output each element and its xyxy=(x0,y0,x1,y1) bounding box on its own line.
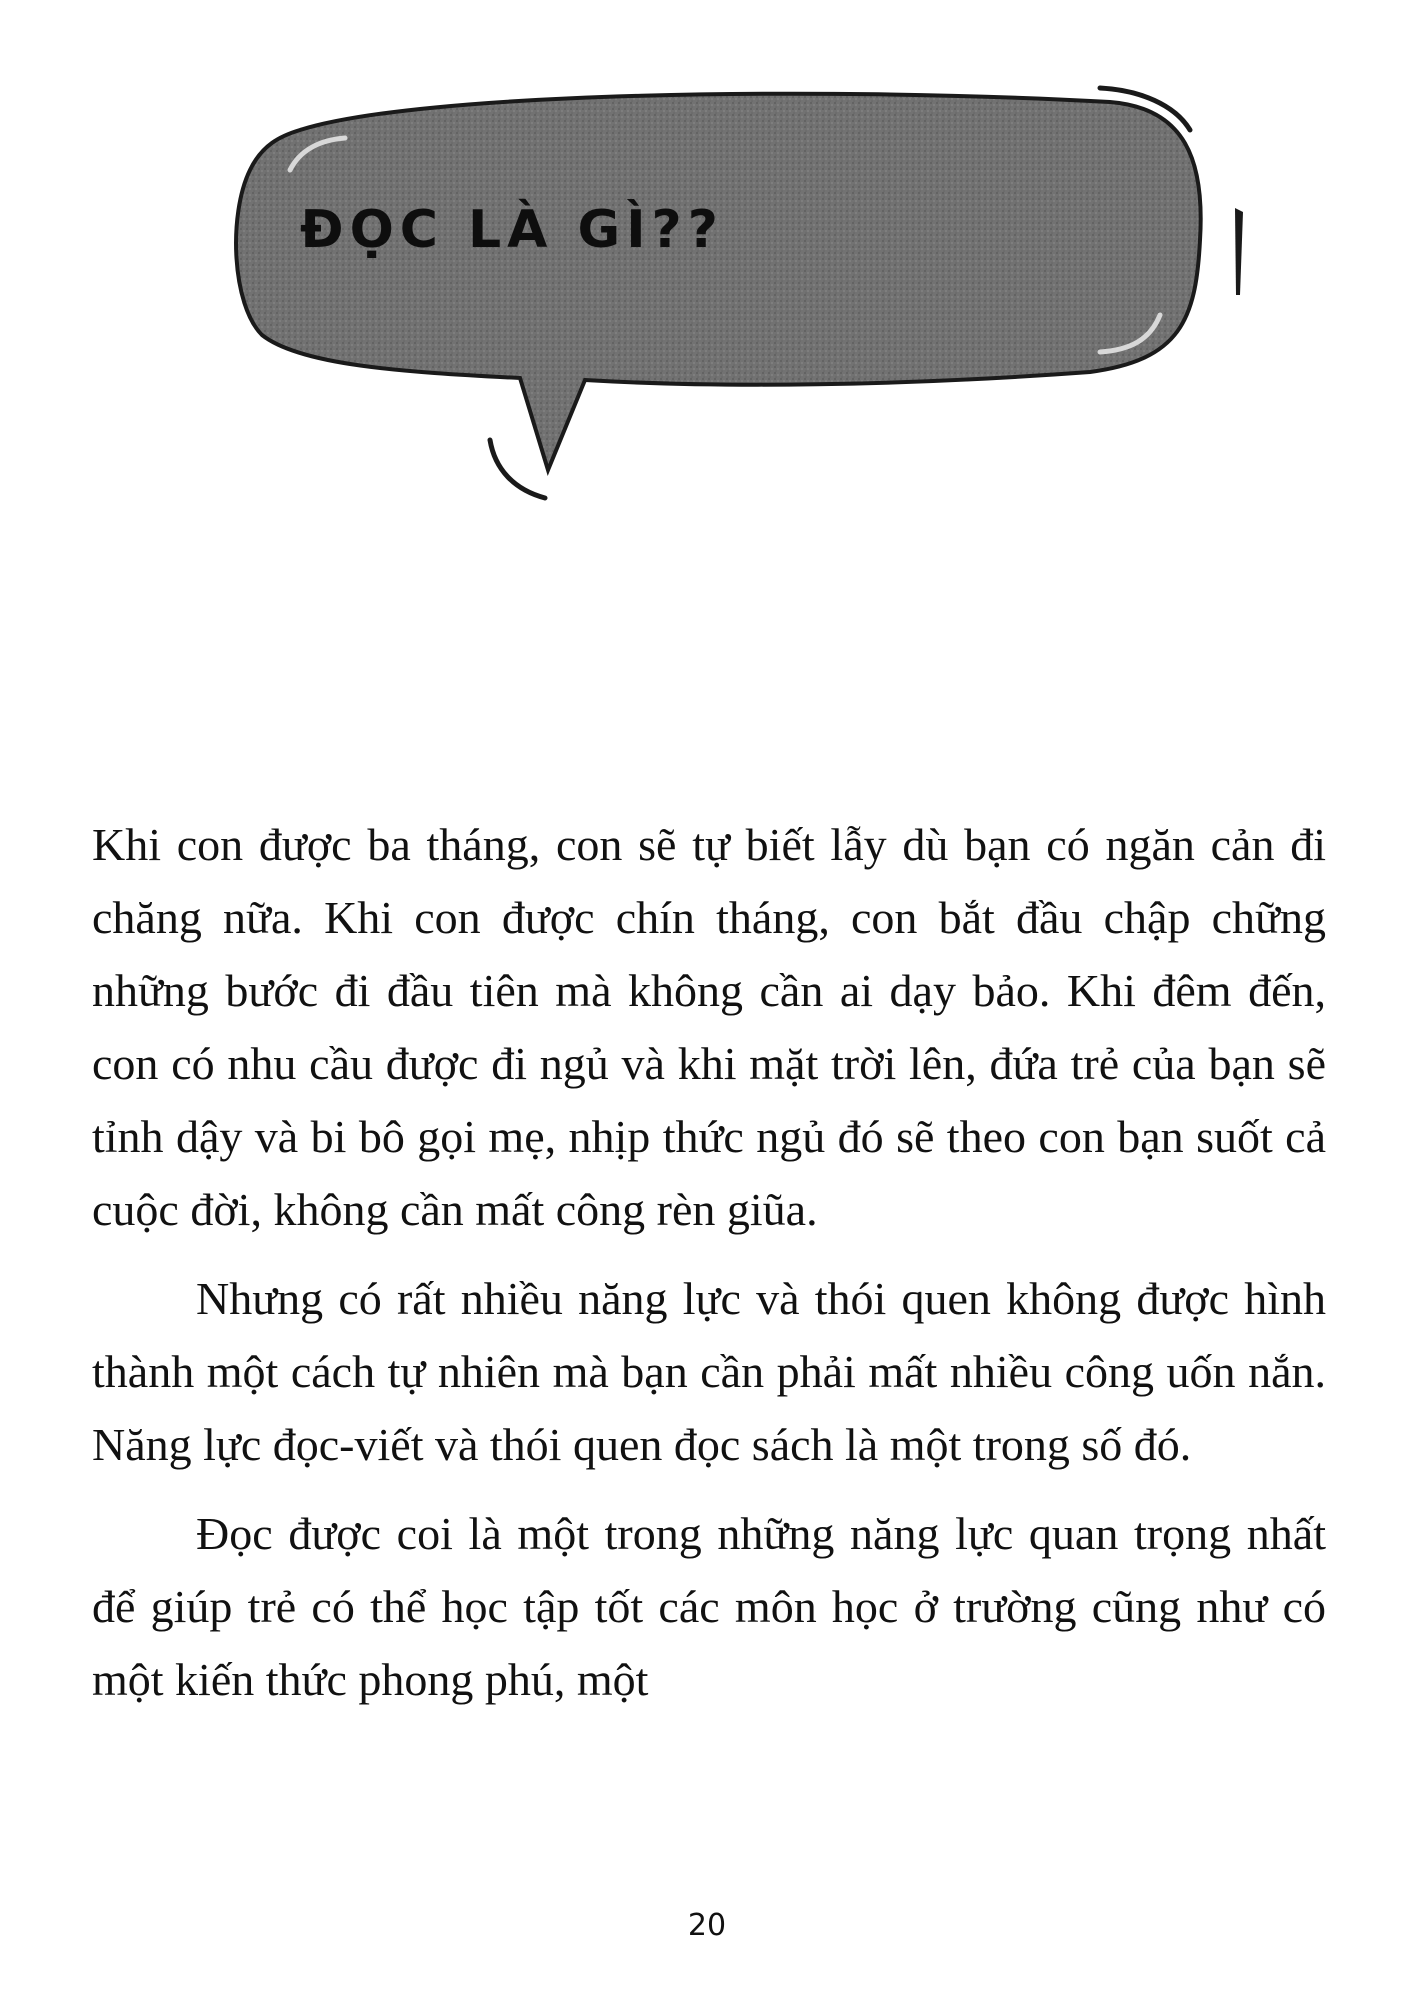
page-number: 20 xyxy=(687,1908,727,1943)
paragraph-2: Nhưng có rất nhiều năng lực và thói quen không được hình thành một cách tự nhiên mà bạn cần phải mất nhiều công uốn nắn. Năng lực đọc-viết và thói quen đọc sách là một trong số đó. xyxy=(92,1273,1326,1470)
speech-bubble-icon xyxy=(0,0,1414,520)
paragraph-3: Đọc được coi là một trong những năng lực quan trọng nhất để giúp trẻ có thể học tập tốt các môn học ở trường cũng như có một kiến thức phong phú, một xyxy=(92,1508,1326,1705)
page-title: ĐỌC LÀ GÌ?? xyxy=(300,200,724,260)
body-content xyxy=(92,808,1326,1716)
paragraph-1: Khi con được ba tháng, con sẽ tự biết lẫy dù bạn có ngăn cản đi chăng nữa. Khi con được chín tháng, con bắt đầu chập chững những bước đi đầu tiên mà không cần ai dạy bảo. Khi đêm đến, con có nhu cầu được đi ngủ và khi mặt trời lên, đứa trẻ của bạn sẽ tỉnh dậy và bi bô gọi mẹ, nhịp thức ngủ đó sẽ theo con bạn suốt cả cuộc đời, không cần mất công rèn giũa. xyxy=(92,819,1326,1235)
speech-bubble xyxy=(0,0,1414,520)
